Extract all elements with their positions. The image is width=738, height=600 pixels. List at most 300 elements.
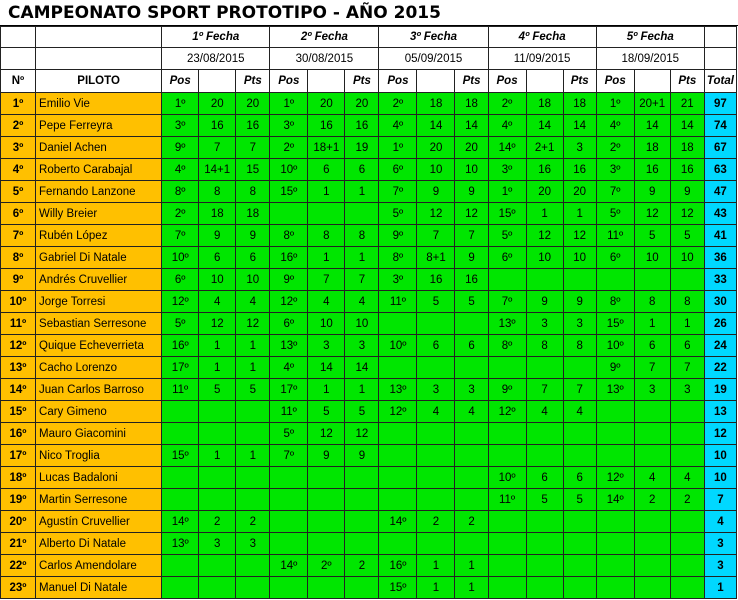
table-row [1,577,737,599]
table-row [1,203,737,225]
race-points-breakdown-cell: 20+1 [634,93,670,115]
piloto-header: PILOTO [36,70,162,93]
driver-name-cell: Juan Carlos Barroso [36,379,162,401]
race-points-breakdown-cell: 2º [308,555,345,577]
race-points-breakdown-cell: 10 [308,313,345,335]
race-points-breakdown-cell [417,313,455,335]
driver-name-cell: Jorge Torresi [36,291,162,313]
race-position-cell [162,555,199,577]
race-position-cell [162,489,199,511]
race-position-cell [596,511,634,533]
total-cell: 24 [704,335,736,357]
race-points-breakdown-cell [199,555,236,577]
race-points-cell: 6 [670,335,704,357]
fecha-4-label: 4º Fecha [488,27,596,48]
points-breakdown-header [417,70,455,93]
race-position-cell [162,467,199,489]
race-points-cell: 10 [563,247,596,269]
table-row [1,489,737,511]
race-points-cell [455,533,488,555]
rank-cell: 18º [1,467,36,489]
race-points-breakdown-cell [308,203,345,225]
race-points-cell: 7 [670,357,704,379]
race-points-breakdown-cell: 10 [634,247,670,269]
race-position-cell: 13º [488,313,526,335]
race-position-cell: 8º [379,247,417,269]
race-points-cell [670,401,704,423]
race-points-cell [455,423,488,445]
race-points-breakdown-cell: 3 [199,533,236,555]
race-points-cell: 1 [236,357,270,379]
race-points-cell: 1 [345,247,379,269]
race-position-cell [270,467,308,489]
race-position-cell: 3º [162,115,199,137]
race-position-cell [596,269,634,291]
race-points-cell: 9 [455,181,488,203]
race-points-breakdown-cell: 18 [526,93,563,115]
race-position-cell [488,445,526,467]
points-breakdown-header [308,70,345,93]
total-cell: 26 [704,313,736,335]
race-points-breakdown-cell: 18 [199,203,236,225]
race-position-cell: 15º [379,577,417,599]
race-points-cell [563,269,596,291]
race-points-cell [236,489,270,511]
race-points-breakdown-cell: 18 [417,93,455,115]
rank-cell: 14º [1,379,36,401]
race-position-cell: 9º [379,225,417,247]
rank-header: Nº [1,70,36,93]
race-position-cell: 7º [162,225,199,247]
race-position-cell [379,313,417,335]
total-cell: 19 [704,379,736,401]
race-points-breakdown-cell: 9 [634,181,670,203]
race-position-cell: 11º [162,379,199,401]
driver-name-cell: Manuel Di Natale [36,577,162,599]
race-points-cell [563,533,596,555]
race-points-breakdown-cell: 16 [417,269,455,291]
race-points-cell [236,423,270,445]
race-position-cell [488,423,526,445]
rank-cell: 2º [1,115,36,137]
date-row [1,48,737,70]
race-points-cell: 7 [563,379,596,401]
race-points-cell: 14 [345,357,379,379]
race-points-breakdown-cell: 12 [634,203,670,225]
fecha-1-date: 23/08/2015 [162,48,270,70]
table-row [1,379,737,401]
race-points-breakdown-cell: 6 [308,159,345,181]
race-points-breakdown-cell [199,401,236,423]
race-points-cell: 4 [345,291,379,313]
race-points-breakdown-cell: 3 [526,313,563,335]
race-points-breakdown-cell: 7 [526,379,563,401]
race-points-cell: 3 [345,335,379,357]
fecha-header-row [1,27,737,48]
race-points-breakdown-cell [634,511,670,533]
race-points-cell: 4 [455,401,488,423]
race-position-cell [270,533,308,555]
race-position-cell: 4º [270,357,308,379]
rank-cell: 17º [1,445,36,467]
race-points-cell [345,203,379,225]
points-breakdown-header [634,70,670,93]
driver-name-cell: Cary Gimeno [36,401,162,423]
race-position-cell: 6º [379,159,417,181]
race-position-cell: 13º [596,379,634,401]
race-points-breakdown-cell: 2 [199,511,236,533]
race-points-breakdown-cell: 8 [526,335,563,357]
total-cell: 74 [704,115,736,137]
race-points-breakdown-cell: 6 [199,247,236,269]
race-points-breakdown-cell: 4 [417,401,455,423]
race-points-cell: 4 [236,291,270,313]
race-points-breakdown-cell: 10 [526,247,563,269]
race-position-cell: 1º [270,93,308,115]
race-position-cell: 7º [596,181,634,203]
race-points-cell: 3 [455,379,488,401]
race-position-cell [488,577,526,599]
driver-name-cell: Carlos Amendolare [36,555,162,577]
pos-header: Pos [162,70,199,93]
race-points-cell: 10 [345,313,379,335]
race-points-cell [670,577,704,599]
race-points-breakdown-cell: 4 [526,401,563,423]
race-points-cell: 9 [455,247,488,269]
total-cell: 33 [704,269,736,291]
race-points-cell [455,357,488,379]
race-points-cell: 2 [236,511,270,533]
race-position-cell: 4º [379,115,417,137]
race-position-cell: 3º [596,159,634,181]
race-position-cell [379,445,417,467]
race-points-breakdown-cell: 7 [308,269,345,291]
total-cell: 63 [704,159,736,181]
race-points-breakdown-cell: 5 [526,489,563,511]
rank-cell: 21º [1,533,36,555]
race-points-cell: 10 [236,269,270,291]
fecha-3-label: 3º Fecha [379,27,488,48]
race-points-breakdown-cell [417,489,455,511]
pts-header: Pts [455,70,488,93]
rank-cell: 10º [1,291,36,313]
corner-cell [36,48,162,70]
race-points-cell: 9 [345,445,379,467]
race-position-cell: 2º [379,93,417,115]
race-points-cell [455,467,488,489]
race-points-breakdown-cell [526,555,563,577]
race-points-cell: 7 [236,137,270,159]
driver-name-cell: Cacho Lorenzo [36,357,162,379]
fecha-1-label: 1º Fecha [162,27,270,48]
race-points-breakdown-cell [308,489,345,511]
race-position-cell: 10º [596,335,634,357]
race-position-cell: 4º [162,159,199,181]
race-points-breakdown-cell: 9 [417,181,455,203]
race-points-cell [563,445,596,467]
race-points-cell [345,489,379,511]
race-points-cell: 18 [670,137,704,159]
race-points-breakdown-cell [634,533,670,555]
race-points-breakdown-cell: 1 [417,555,455,577]
race-points-breakdown-cell: 1 [308,247,345,269]
race-points-breakdown-cell [526,357,563,379]
race-points-cell: 15 [236,159,270,181]
race-points-cell: 20 [236,93,270,115]
total-cell: 43 [704,203,736,225]
race-points-breakdown-cell [526,577,563,599]
total-cell: 97 [704,93,736,115]
race-position-cell: 2º [596,137,634,159]
race-points-breakdown-cell: 6 [417,335,455,357]
table-row [1,467,737,489]
race-points-breakdown-cell: 12 [417,203,455,225]
race-points-cell: 4 [670,467,704,489]
race-points-cell: 6 [236,247,270,269]
race-points-breakdown-cell: 6 [526,467,563,489]
race-position-cell: 6º [162,269,199,291]
race-points-cell: 1 [670,313,704,335]
race-points-breakdown-cell: 9 [199,225,236,247]
race-position-cell: 8º [596,291,634,313]
race-points-cell: 3 [563,313,596,335]
race-position-cell [379,357,417,379]
race-position-cell: 15º [270,181,308,203]
race-points-breakdown-cell: 7 [634,357,670,379]
race-points-breakdown-cell [526,445,563,467]
pts-header: Pts [236,70,270,93]
rank-cell: 11º [1,313,36,335]
race-position-cell [162,401,199,423]
race-points-cell: 6 [563,467,596,489]
race-position-cell: 3º [270,115,308,137]
race-points-cell: 1 [236,335,270,357]
race-points-cell [345,511,379,533]
race-position-cell: 11º [270,401,308,423]
table-row [1,137,737,159]
race-position-cell [270,203,308,225]
race-position-cell: 5º [162,313,199,335]
race-points-breakdown-cell [634,423,670,445]
race-position-cell: 10º [488,467,526,489]
race-points-breakdown-cell: 5 [199,379,236,401]
race-points-cell: 2 [670,489,704,511]
rank-cell: 20º [1,511,36,533]
race-position-cell: 8º [162,181,199,203]
table-row [1,115,737,137]
rank-cell: 13º [1,357,36,379]
race-position-cell: 2º [488,93,526,115]
race-points-cell: 20 [345,93,379,115]
race-points-cell: 9 [563,291,596,313]
race-points-breakdown-cell: 18+1 [308,137,345,159]
table-row [1,181,737,203]
race-points-cell [563,423,596,445]
race-position-cell [270,511,308,533]
race-points-cell: 12 [670,203,704,225]
race-points-cell: 6 [455,335,488,357]
race-position-cell: 10º [270,159,308,181]
race-position-cell: 9º [162,137,199,159]
race-points-breakdown-cell: 5 [634,225,670,247]
race-points-cell: 8 [236,181,270,203]
race-position-cell: 2º [162,203,199,225]
race-points-cell: 8 [670,291,704,313]
sheet-title: CAMPEONATO SPORT PROTOTIPO - AÑO 2015 [0,0,738,26]
race-position-cell [162,577,199,599]
race-position-cell [270,577,308,599]
total-cell: 10 [704,467,736,489]
fecha-2-label: 2º Fecha [270,27,379,48]
race-points-cell: 2 [345,555,379,577]
race-points-breakdown-cell: 7 [199,137,236,159]
race-points-cell [563,555,596,577]
race-points-breakdown-cell: 1 [199,335,236,357]
race-points-breakdown-cell [634,577,670,599]
table-row [1,423,737,445]
table-row [1,313,737,335]
race-points-breakdown-cell [526,269,563,291]
race-points-breakdown-cell: 16 [199,115,236,137]
race-position-cell: 15º [488,203,526,225]
race-points-cell: 10 [455,159,488,181]
race-points-breakdown-cell: 1 [308,379,345,401]
race-points-breakdown-cell: 4 [308,291,345,313]
points-breakdown-header [199,70,236,93]
rank-cell: 6º [1,203,36,225]
race-position-cell: 11º [596,225,634,247]
total-cell: 41 [704,225,736,247]
pts-header: Pts [563,70,596,93]
race-position-cell: 12º [596,467,634,489]
race-position-cell [488,555,526,577]
race-points-breakdown-cell: 1 [199,445,236,467]
race-points-cell [563,511,596,533]
race-position-cell: 10º [379,335,417,357]
race-points-breakdown-cell: 14+1 [199,159,236,181]
race-position-cell: 15º [596,313,634,335]
driver-name-cell: Lucas Badaloni [36,467,162,489]
table-row [1,511,737,533]
race-position-cell: 3º [488,159,526,181]
total-cell: 1 [704,577,736,599]
race-points-cell: 20 [455,137,488,159]
race-position-cell: 11º [488,489,526,511]
driver-name-cell: Sebastian Serresone [36,313,162,335]
race-points-cell: 1 [455,577,488,599]
race-position-cell: 16º [270,247,308,269]
race-position-cell: 16º [379,555,417,577]
race-position-cell [596,401,634,423]
points-breakdown-header [526,70,563,93]
race-position-cell: 9º [270,269,308,291]
race-position-cell: 5º [488,225,526,247]
driver-name-cell: Andrés Cruvellier [36,269,162,291]
fecha-5-date: 18/09/2015 [596,48,704,70]
race-position-cell: 12º [162,291,199,313]
race-points-cell: 1 [236,445,270,467]
table-row [1,533,737,555]
race-position-cell: 11º [379,291,417,313]
race-position-cell: 14º [596,489,634,511]
rank-cell: 4º [1,159,36,181]
race-position-cell: 16º [162,335,199,357]
race-points-breakdown-cell: 12 [526,225,563,247]
total-cell: 12 [704,423,736,445]
race-position-cell: 5º [596,203,634,225]
race-points-cell [236,401,270,423]
race-position-cell: 7º [379,181,417,203]
race-position-cell: 2º [270,137,308,159]
fecha-5-label: 5º Fecha [596,27,704,48]
race-points-cell: 3 [236,533,270,555]
rank-cell: 7º [1,225,36,247]
driver-name-cell: Mauro Giacomini [36,423,162,445]
race-points-breakdown-cell [634,445,670,467]
race-position-cell: 9º [488,379,526,401]
race-position-cell: 4º [488,115,526,137]
race-points-breakdown-cell: 1 [308,181,345,203]
pos-header: Pos [270,70,308,93]
race-position-cell: 1º [162,93,199,115]
driver-name-cell: Agustín Cruvellier [36,511,162,533]
race-points-cell: 16 [455,269,488,291]
race-points-cell [345,467,379,489]
race-points-cell [670,269,704,291]
race-position-cell: 14º [270,555,308,577]
total-cell: 4 [704,511,736,533]
total-cell: 30 [704,291,736,313]
race-points-breakdown-cell [308,577,345,599]
race-points-breakdown-cell: 20 [199,93,236,115]
total-cell: 3 [704,533,736,555]
race-position-cell: 6º [596,247,634,269]
race-position-cell [596,577,634,599]
race-points-cell [345,577,379,599]
total-cell: 13 [704,401,736,423]
race-points-breakdown-cell: 16 [526,159,563,181]
race-position-cell: 8º [488,335,526,357]
table-row [1,445,737,467]
race-position-cell [596,423,634,445]
race-points-breakdown-cell [634,555,670,577]
table-row [1,357,737,379]
race-position-cell [488,357,526,379]
race-points-breakdown-cell: 2 [634,489,670,511]
total-cell: 3 [704,555,736,577]
race-points-cell: 7 [455,225,488,247]
rank-cell: 15º [1,401,36,423]
race-position-cell [596,533,634,555]
race-points-breakdown-cell: 9 [308,445,345,467]
race-position-cell [379,467,417,489]
driver-name-cell: Emilio Vie [36,93,162,115]
corner-cell [36,27,162,48]
race-position-cell [162,423,199,445]
race-position-cell [596,445,634,467]
rank-cell: 23º [1,577,36,599]
race-points-breakdown-cell: 8 [634,291,670,313]
race-points-cell: 2 [455,511,488,533]
driver-name-cell: Quique Echeverrieta [36,335,162,357]
race-position-cell [596,555,634,577]
table-row [1,401,737,423]
race-position-cell [488,269,526,291]
column-header-row [1,70,737,93]
race-points-cell: 5 [236,379,270,401]
race-points-breakdown-cell: 10 [199,269,236,291]
race-points-cell: 7 [345,269,379,291]
